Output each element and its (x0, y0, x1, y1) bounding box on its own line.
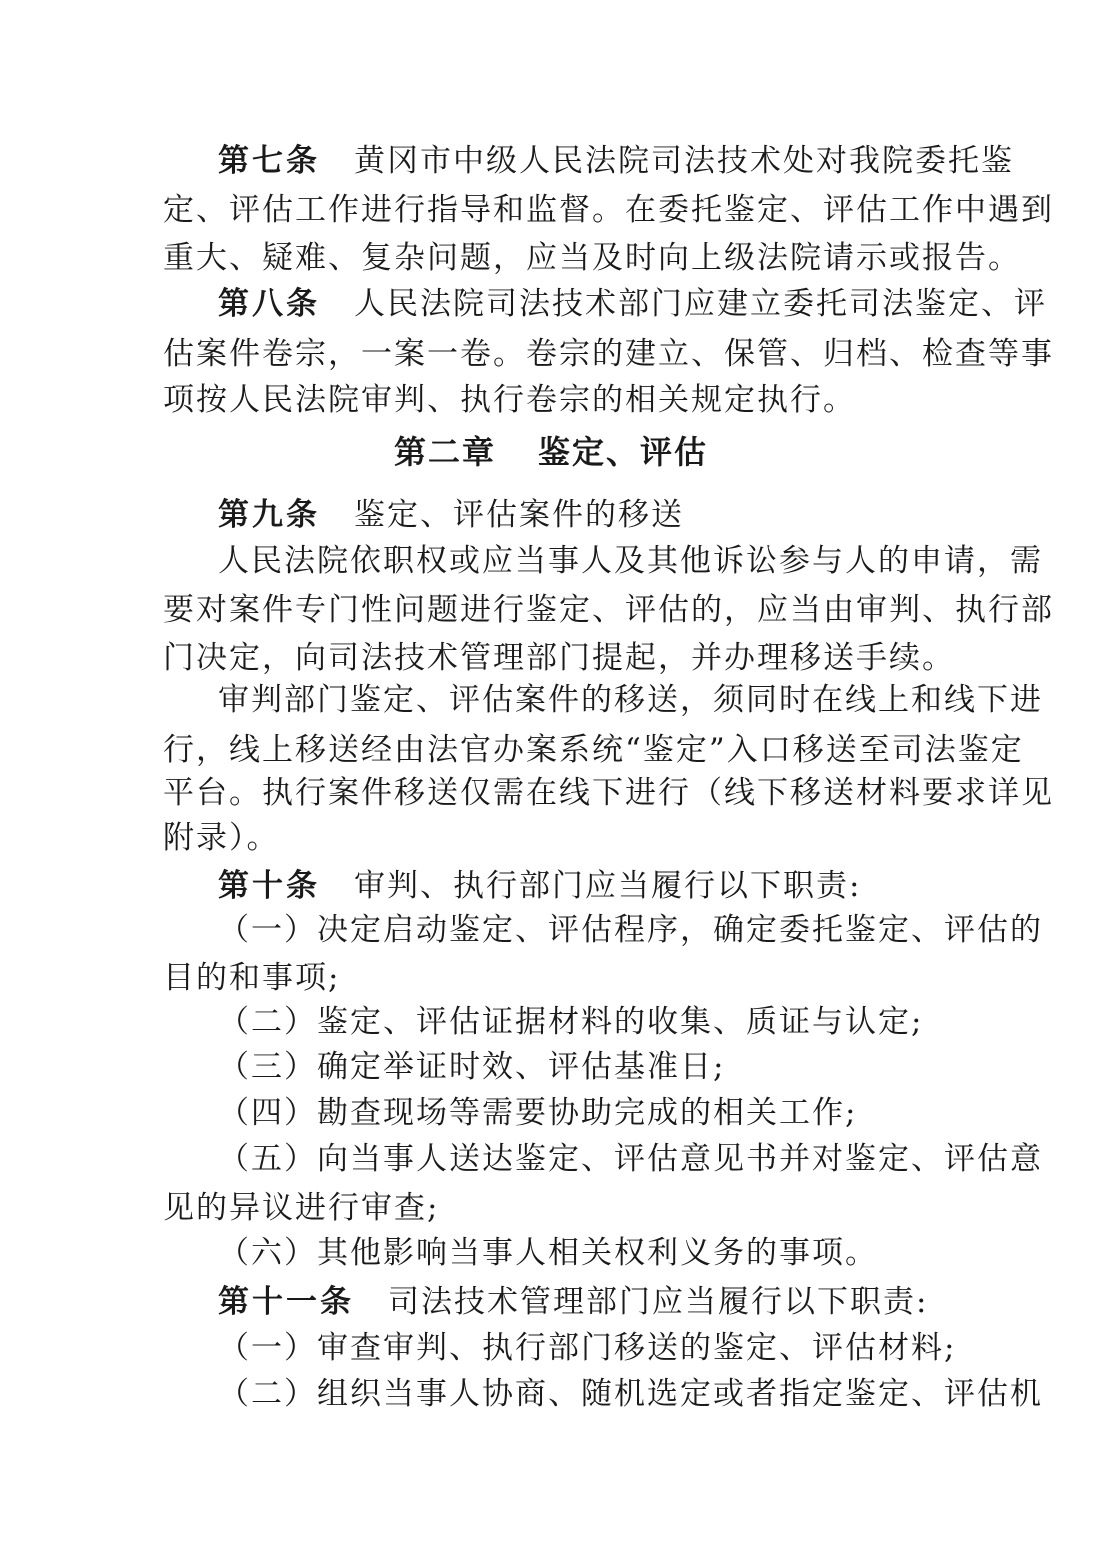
article-9-para-2-line-2: 行，线上移送经由法官办案系统“鉴定”入口移送至司法鉴定 (163, 732, 1024, 768)
chapter-title: 鉴定、评估 (538, 433, 709, 471)
article-11-text-1: 司法技术管理部门应当履行以下职责: (388, 1284, 929, 1320)
article-7-text-1: 黄冈市中级人民法院司法技术处对我院委托鉴 (354, 143, 1014, 179)
article-10-item-6: （六）其他影响当事人相关权利义务的事项。 (218, 1235, 878, 1271)
article-11-label: 第十一条 (218, 1284, 354, 1320)
article-10-line-1 (218, 868, 861, 904)
article-11-item-2: （二）组织当事人协商、随机选定或者指定鉴定、评估机 (218, 1376, 1043, 1412)
article-10-item-1-line-1: （一）决定启动鉴定、评估程序，确定委托鉴定、评估的 (218, 912, 1043, 948)
article-10-item-2: （二）鉴定、评估证据材料的收集、质证与认定; (218, 1004, 924, 1040)
chapter-heading (0, 434, 1102, 470)
article-8-label: 第八条 (218, 286, 320, 322)
article-7-line-3: 重大、疑难、复杂问题，应当及时向上级法院请示或报告。 (163, 240, 1021, 276)
article-11-item-1: （一）审查审判、执行部门移送的鉴定、评估材料; (218, 1330, 957, 1366)
article-10-label: 第十条 (218, 868, 320, 904)
article-8-line-1 (218, 286, 1047, 322)
article-9-text-1: 鉴定、评估案件的移送 (354, 497, 684, 533)
article-9-para-1-line-1: 人民法院依职权或应当事人及其他诉讼参与人的申请，需 (218, 543, 1043, 579)
article-9-line-1 (218, 497, 684, 533)
article-10-item-5-line-2: 见的异议进行审查; (163, 1190, 440, 1226)
article-7-line-1 (218, 143, 1014, 179)
article-9-para-2-line-1: 审判部门鉴定、评估案件的移送，须同时在线上和线下进 (218, 682, 1043, 718)
article-10-text-1: 审判、执行部门应当履行以下职责: (354, 868, 862, 904)
article-10-item-1-line-2: 目的和事项; (163, 960, 341, 996)
article-9-para-2-line-4: 附录）。 (163, 820, 280, 856)
article-7-label: 第七条 (218, 143, 320, 179)
article-10-item-3: （三）确定举证时效、评估基准日; (218, 1049, 726, 1085)
article-8-line-2: 估案件卷宗，一案一卷。卷宗的建立、保管、归档、检查等事 (163, 336, 1054, 372)
article-10-item-4: （四）勘查现场等需要协助完成的相关工作; (218, 1095, 858, 1131)
article-9-para-1-line-2: 要对案件专门性问题进行鉴定、评估的，应当由审判、执行部 (163, 592, 1054, 628)
article-11-line-1 (218, 1284, 928, 1320)
article-9-label: 第九条 (218, 497, 320, 533)
article-8-text-1: 人民法院司法技术部门应建立委托司法鉴定、评 (354, 286, 1047, 322)
chapter-number: 第二章 (393, 433, 496, 471)
article-8-line-3: 项按人民法院审判、执行卷宗的相关规定执行。 (163, 382, 856, 418)
article-10-item-5-line-1: （五）向当事人送达鉴定、评估意见书并对鉴定、评估意 (218, 1141, 1043, 1177)
article-7-line-2: 定、评估工作进行指导和监督。在委托鉴定、评估工作中遇到 (163, 192, 1054, 228)
article-9-para-2-line-3: 平台。执行案件移送仅需在线下进行（线下移送材料要求详见 (163, 775, 1054, 811)
article-9-para-1-line-3: 门决定，向司法技术管理部门提起，并办理移送手续。 (163, 640, 955, 676)
